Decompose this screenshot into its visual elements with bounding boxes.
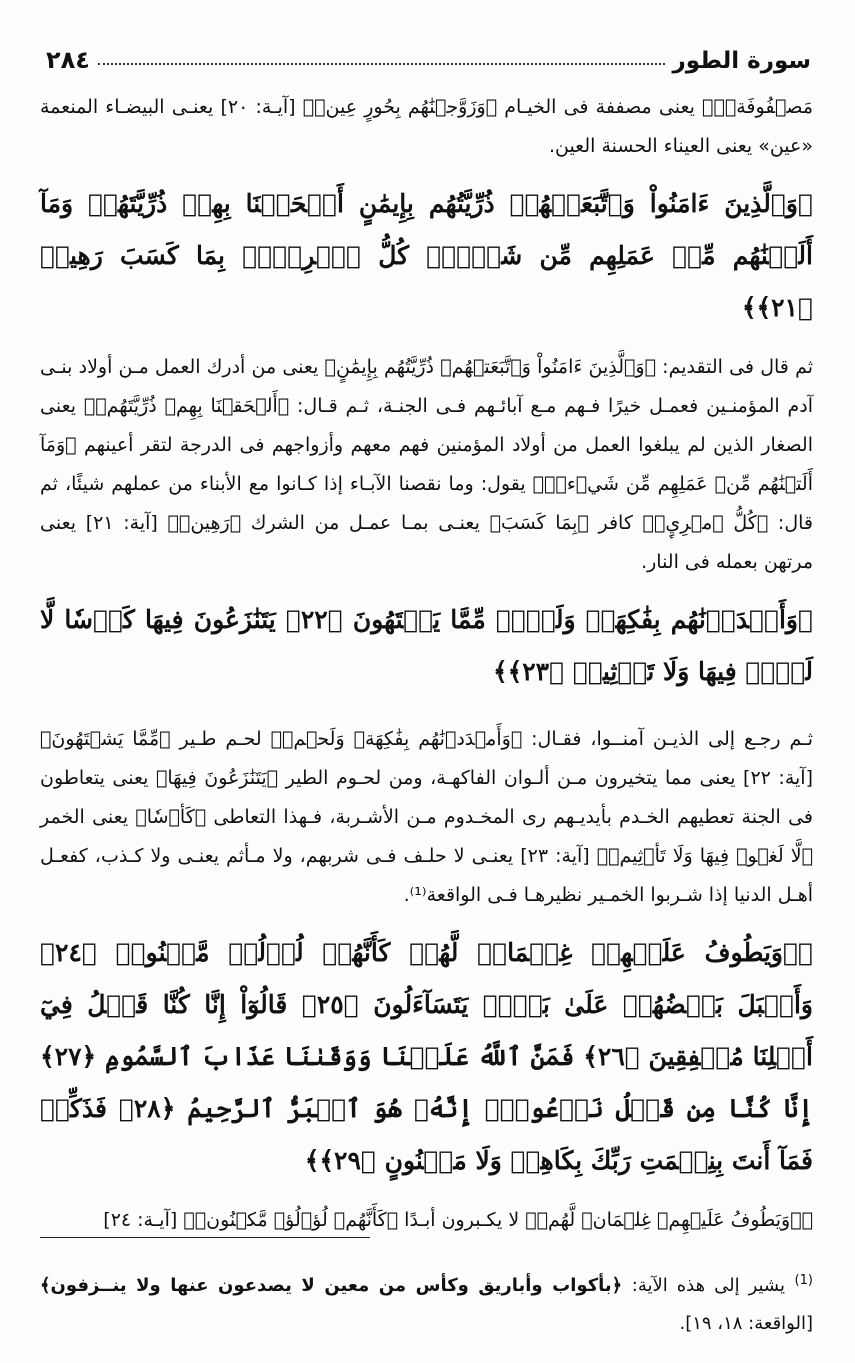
footnote-divider	[40, 1237, 370, 1238]
commentary-paragraph: ﴿۞وَيَطُوفُ عَلَيۡهِمۡ غِلۡمَانٞ لَّهُمۡ﴾ لا يكـبرون أبـدًا ﴿كَأَنَّهُمۡ لُؤۡلُؤٞ مَّكۡنُونٞ﴾ [آيـة: ٢٤]	[103, 1209, 813, 1231]
quran-verse-block: ﴿وَأَمۡدَدۡنَٰهُم بِفَٰكِهَةٖ وَلَحۡمٖ مِّمَّا يَشۡتَهُونَ ﴿٢٢﴾ يَتَنَٰزَعُونَ فِيهَا كَأۡسٗا لَّا لَغۡوٞ فِيهَا وَلَا تَأۡثِيمٞ ﴿٢٣﴾﴾	[40, 605, 813, 686]
footnote-reference: [الواقعة: ١٨، ١٩].	[679, 1313, 813, 1334]
running-title: سورة الطور	[672, 48, 811, 74]
page-header	[40, 38, 813, 74]
dot-leader	[98, 63, 665, 65]
quran-verse-block: ﴿۞وَيَطُوفُ عَلَيۡهِمۡ غِلۡمَانٞ لَّهُمۡ كَأَنَّهُمۡ لُؤۡلُؤٞ مَّكۡنُونٞ ﴿٢٤﴾ وَأَقۡبَلَ بَعۡضُهُمۡ عَلَىٰ بَعۡضٖ يَتَسَآءَلُونَ ﴿٢٥﴾ قَالُوٓاْ إِنَّا كُنَّا قَبۡلُ فِيٓ أَهۡلِنَا مُشۡفِقِينَ ﴿٢٦﴾ فَمَنَّ ٱللَّهُ عَلَيۡنَا وَوَقَىٰنَا عَذَابَ ٱلسَّمُومِ ﴿٢٧﴾ إِنَّا كُنَّا مِن قَبۡلُ نَدۡعُوهُۖ إِنَّهُۥ هُوَ ٱلۡبَرُّ ٱلرَّحِيمُ ﴿٢٨﴾ فَذَكِّرۡ فَمَآ أَنتَ بِنِعۡمَتِ رَبِّكَ بِكَاهِنٖ وَلَا مَجۡنُونٍ ﴿٢٩﴾﴾	[40, 938, 814, 1175]
footnote-verse: ﴿بأكواب وأباريق وكأس من معين لا يصدعون عنها ولا ينــزفون﴾	[40, 1275, 623, 1296]
footnote-intro: يشير إلى هذه الآية:	[631, 1275, 786, 1296]
quran-verse-block: ﴿وَٱلَّذِينَ ءَامَنُواْ وَٱتَّبَعَتۡهُمۡ ذُرِّيَّتُهُم بِإِيمَٰنٍ أَلۡحَقۡنَا بِهِمۡ ذُرِّيَّتَهُمۡ وَمَآ أَلَتۡنَٰهُم مِّنۡ عَمَلِهِم مِّن شَيۡءٖۚ كُلُّ ٱمۡرِيِٕۭ بِمَا كَسَبَ رَهِينٞ ﴿٢١﴾﴾	[40, 189, 813, 322]
commentary-paragraph: ثم قال فى التقديم: ﴿وَٱلَّذِينَ ءَامَنُواْ وَٱتَّبَعَتۡهُمۡ ذُرِّيَّتُهُم بِإِيمَٰنٍ﴾ يعنى من أدرك العمل مـن أولاد بنـى آدم المؤمنـين فعمـل خيرًا فـهم مـع آبائـهم فـى الجنـة، ثـم قـال: ﴿أَلۡحَقۡنَا بِهِمۡ ذُرِّيَّتَهُمۡ﴾ يعنى الصغار الذين لم يبلغوا العمل من أولاد المؤمنين فهم معهم وأزواجهم فى الدرجة لتقر أعينهم ﴿وَمَآ أَلَتۡنَٰهُم مِّنۡ عَمَلِهِم مِّن شَيۡءٖۚ﴾ يقول: وما نقصنا الآبـاء إذا كـانوا مع الأبناء من عملهم شيئًا، ثم قال: ﴿كُلُّ ٱمۡرِيِٕۭ﴾ كافر ﴿بِمَا كَسَبَ﴾ يعنـى بمـا عمـل من الشرك ﴿رَهِينٞ﴾ [آية: ٢١] يعنى مرتهن بعمله فى النار.	[40, 356, 813, 573]
page-number: ٢٨٤	[46, 46, 90, 74]
commentary-paragraph: ثـم رجـع إلى الذيـن آمنــوا، فقـال: ﴿وَأَمۡدَدۡنَٰهُم بِفَٰكِهَةٖ وَلَحۡمٖ﴾ لحـم طـير ﴿مِّمَّا يَشۡتَهُونَ﴾ [آية: ٢٢] يعنى مما يتخيرون مـن ألـوان الفاكهـة، ومن لحـوم الطير ﴿يَتَنَٰزَعُونَ فِيهَا﴾ يعنى يتعاطون فى الجنة تعطيهم الخـدم بأيديـهم رى المخـدوم مـن الأشـربة، فـهذا التعاطى ﴿كَأۡسٗا﴾ يعنى الخمر ﴿لَّا لَغۡوٞ فِيهَا وَلَا تَأۡثِيمٞ﴾ [آية: ٢٣] يعنـى لا حلـف فـى شربهم، ولا مـأثم يعنـى ولا كـذب، كفعـل أهـل الدنيا إذا شـربوا الخمـير نظيرهـا فـى الواقعة⁽¹⁾.	[40, 728, 813, 906]
footnote-marker: (1)	[794, 1273, 813, 1288]
footnote	[40, 1262, 813, 1343]
commentary-paragraph: مَصۡفُوفَةٖۖ﴾ يعنى مصففة فى الخيـام ﴿وَزَوَّجۡنَٰهُم بِحُورٍ عِينٖ﴾ [آيـة: ٢٠] يعنـى البيضـاء المنعمة «عين» يعنى العيناء الحسنة العين.	[40, 96, 813, 157]
